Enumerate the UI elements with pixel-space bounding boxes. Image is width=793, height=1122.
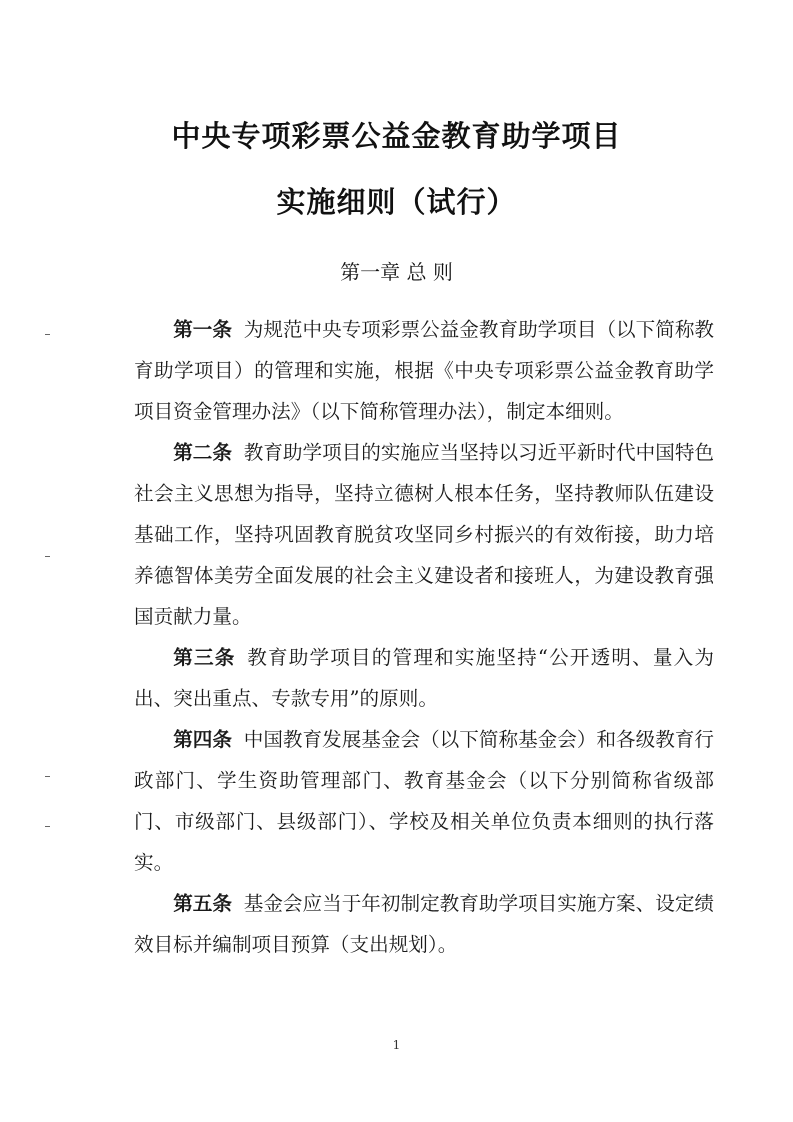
- document-body: [134, 309, 714, 965]
- scan-mark: [45, 776, 50, 777]
- article-4: [134, 719, 714, 883]
- scan-mark: [45, 334, 50, 335]
- article-label: 第二条: [173, 441, 232, 464]
- article-label: 第三条: [173, 646, 236, 669]
- article-label: 第四条: [173, 728, 232, 751]
- article-5: [134, 883, 714, 965]
- article-label: 第五条: [173, 892, 232, 915]
- article-1: [134, 309, 714, 432]
- article-text: 教育助学项目的实施应当坚持以习近平新时代中国特色社会主义思想为指导，坚持立德树人根本任务，坚持教师队伍建设基础工作，坚持巩固教育脱贫攻坚同乡村振兴的有效衔接，助力培养德智体美劳全面发展的社会主义建设者和接班人，为建设教育强国贡献力量。: [134, 441, 715, 628]
- scan-mark: [45, 826, 50, 827]
- page-number: 1: [392, 1038, 401, 1052]
- chapter-heading: 第一章 总 则: [340, 260, 453, 284]
- article-text: 基金会应当于年初制定教育助学项目实施方案、设定绩效目标并编制项目预算（支出规划）。: [134, 892, 715, 956]
- article-text: 教育助学项目的管理和实施坚持“公开透明、量入为出、突出重点、专款专用”的原则。: [134, 646, 714, 710]
- article-text: 为规范中央专项彩票公益金教育助学项目（以下简称教育助学项目）的管理和实施，根据《中央专项彩票公益金教育助学项目资金管理办法》（以下简称管理办法），制定本细则。: [134, 318, 715, 423]
- document-title-line-1: 中央专项彩票公益金教育助学项目: [171, 119, 622, 153]
- article-2: [134, 432, 714, 637]
- scan-mark: [45, 556, 50, 557]
- article-text: 中国教育发展基金会（以下简称基金会）和各级教育行政部门、学生资助管理部门、教育基金会（以下分别简称省级部门、市级部门、县级部门）、学校及相关单位负责本细则的执行落实。: [134, 728, 715, 874]
- article-label: 第一条: [173, 318, 232, 341]
- article-3: [134, 637, 714, 719]
- document-title-line-2: 实施细则（试行）: [276, 185, 517, 219]
